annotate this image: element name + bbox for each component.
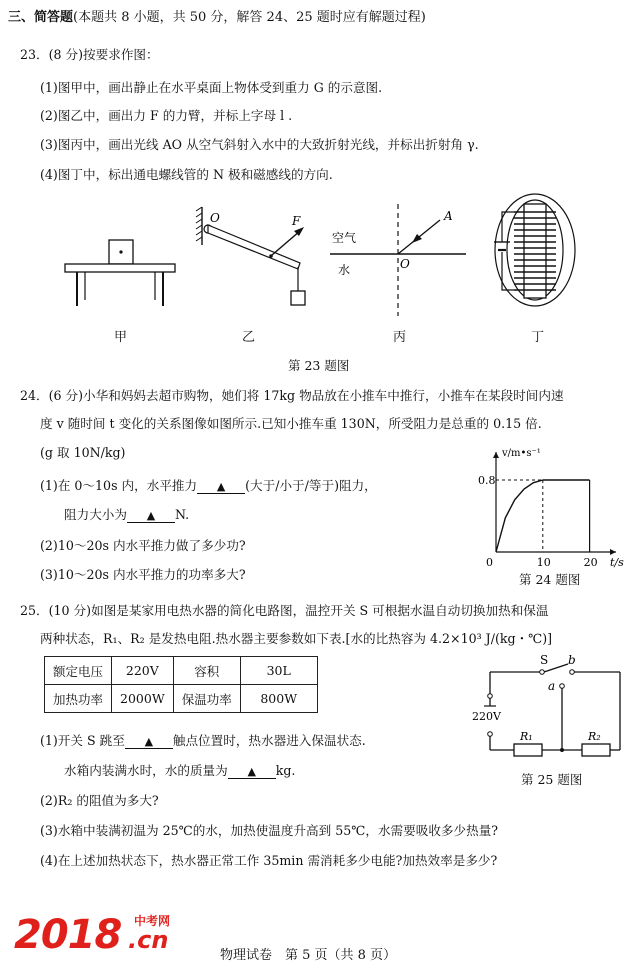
table-cell: 800W (240, 685, 317, 713)
q24-sub1-text-a: (1)在 0～10s 内，水平推力 (40, 478, 198, 493)
q24-sub-2: (2)10～20s 内水平推力做了多少功? (40, 538, 246, 553)
q25-sub1-text-a: (1)开关 S 跳至 (40, 733, 125, 748)
x-tick-label: 0 (486, 556, 493, 569)
y-tick-label: 0.8 (478, 474, 496, 487)
table-cell: 加热功率 (45, 685, 112, 713)
q24-blank-1: ▲ (197, 481, 245, 494)
q25-sub-1 (40, 730, 366, 749)
section-title: 三、简答题 (8, 10, 74, 25)
bing-label-water: 水 (338, 263, 351, 277)
fig-label-ding: 丁 (531, 330, 545, 345)
q25-sub-2: (2)R₂ 的阻值为多大? (40, 793, 159, 808)
circuit-label-R2: R₂ (588, 730, 601, 743)
figure-bing (328, 200, 468, 320)
q25-line-2: 两种状态，R₁、R₂ 是发热电阻.热水器主要参数如下表.[水的比热容为 4.2×10³ J/(kg・℃)] (40, 631, 553, 646)
q24-blank-2: ▲ (127, 510, 175, 523)
circuit-label-S: S (540, 653, 549, 667)
q24-line-3: (g 取 10N/kg) (40, 445, 126, 460)
spec-table (44, 656, 318, 713)
q23-item-4: (4)图丁中，标出通电螺线管的 N 极和磁感线的方向. (40, 167, 333, 182)
bing-label-air: 空气 (332, 231, 357, 245)
site-logo-domain: .cn (128, 926, 169, 954)
table-cell: 保温功率 (173, 685, 240, 713)
circuit-label-b: b (568, 653, 576, 667)
x-tick-label: 10 (536, 556, 551, 569)
q25-blank-2: ▲ (228, 766, 276, 779)
q23-caption: 第 23 题图 (288, 358, 350, 373)
q23-head: 23．(8 分)按要求作图： (20, 47, 159, 62)
q25-sub-4: (4)在上述加热状态下，热水器正常工作 35min 需消耗多少电能?加热效率是多少? (40, 853, 498, 868)
circuit-label-voltage: 220V (472, 710, 501, 723)
bing-label-A: A (444, 209, 453, 223)
q23-item-3: (3)图丙中，画出光线 AO 从空气斜射入水中的大致折射光线，并标出折射角 γ. (40, 137, 479, 152)
y-axis-arrow (493, 452, 499, 458)
q24-sub-1 (40, 475, 377, 494)
q24-sub-3: (3)10～20s 内水平推力的功率多大? (40, 567, 246, 582)
figure-yi (192, 205, 322, 315)
q24-sub1-text-c: 阻力大小为 (64, 507, 127, 522)
table-row (45, 685, 318, 713)
table-row (45, 657, 318, 685)
circuit-label-R1: R₁ (520, 730, 533, 743)
site-logo: 2018 (14, 912, 122, 958)
table-cell: 容积 (173, 657, 240, 685)
q24-sub1-text-d: N. (174, 507, 190, 522)
q24-velocity-chart (478, 440, 628, 575)
x-axis-arrow (610, 549, 616, 555)
q25-blank-1: ▲ (125, 736, 173, 749)
figure-ding (480, 190, 590, 315)
q24-line-2: 度 v 随时间 t 变化的关系图像如图所示.已知小推车重 130N，所受阻力是总重的 0.15 倍. (40, 416, 542, 431)
q24-line-1: 24．(6 分)小华和妈妈去超市购物，她们将 17kg 物品放在小推车中推行，小推车在某段时间内速 (20, 388, 564, 403)
q25-circuit (470, 653, 630, 766)
fig-label-yi: 乙 (242, 330, 256, 345)
q25-line-1: 25．(10 分)如图是某家用电热水器的简化电路图，温控开关 S 可根据水温自动切换加热和保温 (20, 603, 549, 618)
q25-caption: 第 25 题图 (521, 772, 583, 787)
table-cell: 30L (240, 657, 317, 685)
table-cell: 220V (112, 657, 174, 685)
q23-item-2: (2)图乙中，画出力 F 的力臂，并标上字母 l . (40, 108, 293, 123)
q25-sub1-text-b: 触点位置时，热水器进入保温状态. (172, 733, 366, 748)
y-axis-label: v/m•s⁻¹ (502, 448, 541, 459)
x-axis-label: t/s (610, 556, 624, 569)
q25-sub1-text-c: 水箱内装满水时，水的质量为 (64, 763, 228, 778)
series-line-1 (496, 480, 543, 552)
fig-label-bing: 丙 (393, 330, 407, 345)
yi-label-O: O (210, 211, 220, 225)
table-cell: 额定电压 (45, 657, 112, 685)
site-logo-small: 中考网 (134, 914, 171, 928)
fig-label-jia: 甲 (114, 330, 128, 345)
yi-label-F: F (292, 214, 301, 228)
q25-sub-1-cont (64, 760, 295, 779)
section-note: (本题共 8 小题，共 50 分，解答 24、25 题时应有解题过程) (73, 10, 426, 25)
q25-sub1-text-d: kg. (275, 763, 296, 778)
q24-sub1-text-b: (大于/小于/等于)阻力， (245, 478, 377, 493)
q24-caption: 第 24 题图 (519, 572, 581, 587)
q25-sub-3: (3)水箱中装满初温为 25℃的水，加热使温度升高到 55℃，水需要吸收多少热量? (40, 823, 499, 838)
q23-item-1: (1)图甲中，画出静止在水平桌面上物体受到重力 G 的示意图. (40, 80, 383, 95)
page-footer: 物理试卷 第 5 页（共 8 页） (220, 948, 397, 963)
x-tick-label: 20 (583, 556, 598, 569)
table-cell: 2000W (112, 685, 174, 713)
figure-jia (55, 230, 185, 320)
circuit-label-a: a (548, 679, 556, 693)
q24-sub-1-cont (64, 504, 189, 523)
bing-label-O: O (400, 257, 410, 271)
section-heading (8, 6, 426, 25)
